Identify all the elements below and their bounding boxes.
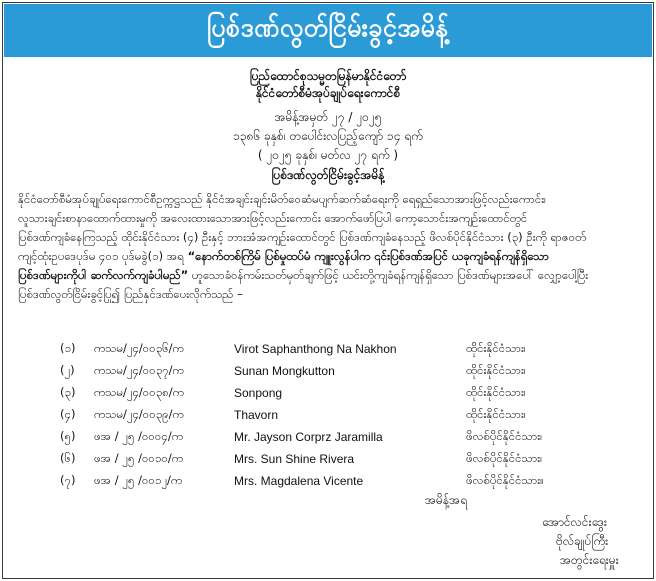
body-line: ပြစ်ဒဏ်ကျခံနေကြသည့် ထိုင်းနိုင်ငံသား (၄) ဦးနှင့် ဘားအံအကျဉ်းထောင်တွင် ပြစ်ဒဏ်ကျခံနေသည့် ဖိလစ်ပိုင်နိုင်ငံသား (၃) ဦးကို ရာဇဝတ် (18, 230, 587, 244)
case-reference: ကသမ/၂၄/၀၀၃၉/က (94, 406, 184, 421)
nationality: ထိုင်းနိုင်ငံသား၊ (466, 384, 526, 399)
body-line: လူသားချင်းစာနာထောက်ထားမှုကို အလေးထားသောအားဖြင့်လည်းကောင်း အောက်ဖော်ပြပါ ကော့သောင်းအကျဉ်းထောင်တွင် (18, 211, 528, 225)
nationality: ဖိလစ်ပိုင်နိုင်ငံသား၊ (466, 450, 543, 465)
row-number: (၅) (60, 428, 76, 443)
table-row (60, 426, 616, 448)
prisoner-name: Mrs. Sun Shine Rivera (234, 452, 355, 466)
body-line: နိုင်ငံတော်စီမံအုပ်ချုပ်ရေးကောင်စီဥက္ကဋ္ဌသည် နိုင်ငံအချင်းချင်းမိတ်ဝေဆံမပျက်ဆက်ဆံရေးကို ရေရှည်သောအားဖြင့်လည်းကောင်း၊ (18, 192, 546, 206)
table-row (60, 360, 616, 382)
date-gregorian: ( ၂၀၂၅ ခုနှစ်၊ မတ်လ ၂၇ ရက် ) (257, 148, 399, 162)
body-text-condition: “နောက်တစ်ကြိမ် ပြစ်မှုထပ်မံ ကျူးလွန်ပါက ၎င်းပြစ်ဒဏ်အပြင် ယခုကျခံရန်ကျန်ရှိသော (187, 249, 550, 263)
case-reference: ဖအ / ၂၅ /၀၀၁၂/က (94, 472, 183, 487)
body-line (18, 247, 638, 266)
prisoner-name: Virot Saphanthong Na Nakhon (234, 342, 397, 356)
row-number: (၇) (60, 472, 76, 487)
prisoner-name: Sonpong (234, 386, 283, 400)
by-order-label: အမိန့်အရ (425, 493, 467, 507)
table-row (60, 382, 616, 404)
order-banner-title: ပြစ်ဒဏ်လွတ်ငြိမ်းခွင့်အမိန့် (4, 4, 652, 57)
case-reference: ဖအ / ၂၅ /၀၀၀၄/က (94, 428, 183, 443)
signatory-title: အတွင်းရေးမှူး (560, 553, 619, 567)
nationality: ဖိလစ်ပိုင်နိုင်ငံသား၊ (466, 428, 543, 443)
table-row (60, 404, 616, 426)
prisoner-name: Thavorn (234, 408, 279, 422)
table-row (60, 470, 616, 492)
prisoner-name: Sunan Mongkutton (234, 364, 335, 378)
signatory-rank: ဗိုလ်ချုပ်ကြီး (556, 534, 609, 548)
nationality: ထိုင်းနိုင်ငံသား၊ (466, 340, 526, 355)
council-name: နိုင်ငံတော်စီမံအုပ်ချုပ်ရေးကောင်စီ (255, 86, 401, 100)
signatory-name: အောင်လင်းဒွေး (542, 515, 607, 529)
table-row (60, 448, 616, 470)
order-subtitle: ပြစ်ဒဏ်လွတ်ငြိမ်းခွင့်အမိန့် (271, 168, 385, 182)
row-number: (၄) (60, 406, 76, 421)
case-reference: ကသမ/၂၄/၀၀၃၆/က (94, 340, 184, 355)
row-number: (၆) (60, 450, 76, 465)
nationality: ထိုင်းနိုင်ငံသား၊ (466, 406, 526, 421)
table-row (60, 338, 616, 360)
body-line: ပြစ်ဒဏ်လွတ်ငြိမ်းခွင့်ပြု၍ ပြည်နှင်ဒဏ်ပေးလိုက်သည် – (18, 287, 243, 301)
row-number: (၂) (60, 362, 75, 377)
prisoner-list (60, 338, 616, 492)
body-line (18, 266, 638, 285)
prisoner-name: Mr. Jayson Corprz Jaramilla (234, 430, 383, 444)
body-text-plain: ကျင့်ထုံးဥပဒေပုဒ်မ ၄၀၁ ပုဒ်မခွဲ(၁) အရ (18, 249, 184, 263)
case-reference: ဖအ / ၂၅ /၀၀၁၀/က (94, 450, 183, 465)
prisoner-name: Mrs. Magdalena Vicente (234, 474, 364, 488)
order-body (18, 190, 638, 304)
nationality: ထိုင်းနိုင်ငံသား၊ (466, 362, 526, 377)
nationality: ဖိလစ်ပိုင်နိုင်ငံသား။ (466, 472, 544, 487)
case-reference: ကသမ/၂၄/၀၀၃၈/က (94, 384, 184, 399)
row-number: (၃) (60, 384, 76, 399)
case-reference: ကသမ/၂၄/၀၀၃၇/က (94, 362, 184, 377)
order-number: အမိန့်အမှတ် ၂၇ / ၂၀၂၅ (274, 110, 382, 124)
country-name: ပြည်ထောင်စုသမ္မတမြန်မာနိုင်ငံတော် (249, 69, 407, 83)
body-text-condition: ပြစ်ဒဏ်များကိုပါ ဆက်လက်ကျခံပါမည်” (18, 268, 189, 282)
row-number: (၁) (60, 340, 76, 355)
body-text-plain: ဟူသောခံဝန်ကမ်းသတ်မှတ်ချက်ဖြင့် ယင်းတို့ကျခံရန်ကျန်ရှိသော ပြစ်ဒဏ်များအပေါ် လျှော့ပေါ့ပြီး (191, 268, 589, 282)
date-myanmar: ၁၃၈၆ ခုနှစ်၊ တပေါင်းလပြည့်ကျော် ၁၄ ရက် (233, 129, 423, 143)
